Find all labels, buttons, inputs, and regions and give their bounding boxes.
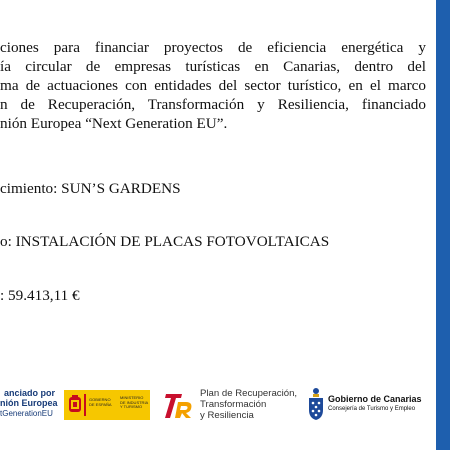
- plan-line: Plan de Recuperación,: [200, 388, 298, 399]
- ministry-line: DE INDUSTRIA: [120, 399, 149, 405]
- plan-line: Transformación: [200, 399, 267, 410]
- gobierno-canarias-logo: [306, 386, 436, 424]
- ministry-text: [120, 396, 148, 410]
- gobierno-line: GOBIERNO: [89, 397, 111, 402]
- plan-text: [200, 388, 297, 421]
- establishment-field: cimiento: SUN’S GARDENS: [0, 180, 181, 197]
- paragraph-line: nión Europea “Next Generation EU”.: [0, 115, 228, 132]
- paragraph-line: ía circular de empresas turísticas en Canarias, dentro del: [0, 58, 426, 75]
- plan-line: y Resiliencia: [200, 410, 254, 421]
- plan-tr-icon: [164, 390, 194, 420]
- funding-logos: [0, 384, 436, 434]
- project-field: o: INSTALACIÓN DE PLACAS FOTOVOLTAICAS: [0, 233, 330, 250]
- paragraph-line: ciones para financiar proyectos de eficiencia energética y: [0, 39, 426, 56]
- amount-field: : 59.413,11 €: [0, 287, 80, 304]
- canarias-subtitle: Consejería de Turismo y Empleo: [328, 406, 416, 412]
- spain-coat-of-arms-icon: [68, 395, 82, 415]
- paragraph-line: ma de actuaciones con entidades del sector turístico, en el marco: [0, 77, 426, 94]
- announcement-paragraph: [0, 38, 426, 133]
- canarias-title: Gobierno de Canarias: [328, 394, 422, 404]
- plan-recuperacion-logo: [164, 388, 304, 424]
- gobierno-line: DE ESPAÑA: [89, 401, 112, 407]
- eu-logo-line: anciado por: [4, 388, 56, 398]
- separator-bar: [84, 394, 86, 416]
- canarias-crest-icon: [306, 386, 326, 422]
- right-accent-bar: [436, 0, 450, 450]
- paragraph-line: n de Recuperación, Transformación y Resiliencia, financiado: [0, 96, 426, 113]
- gobierno-espana-logo: [64, 390, 150, 420]
- gobierno-text: [89, 398, 112, 407]
- eu-logo-line: tGenerationEU: [0, 409, 53, 418]
- ministry-line: MINISTERIO: [120, 395, 144, 400]
- eu-logo-line: nión Europea: [0, 398, 58, 408]
- ministry-line: Y TURISMO: [120, 404, 143, 410]
